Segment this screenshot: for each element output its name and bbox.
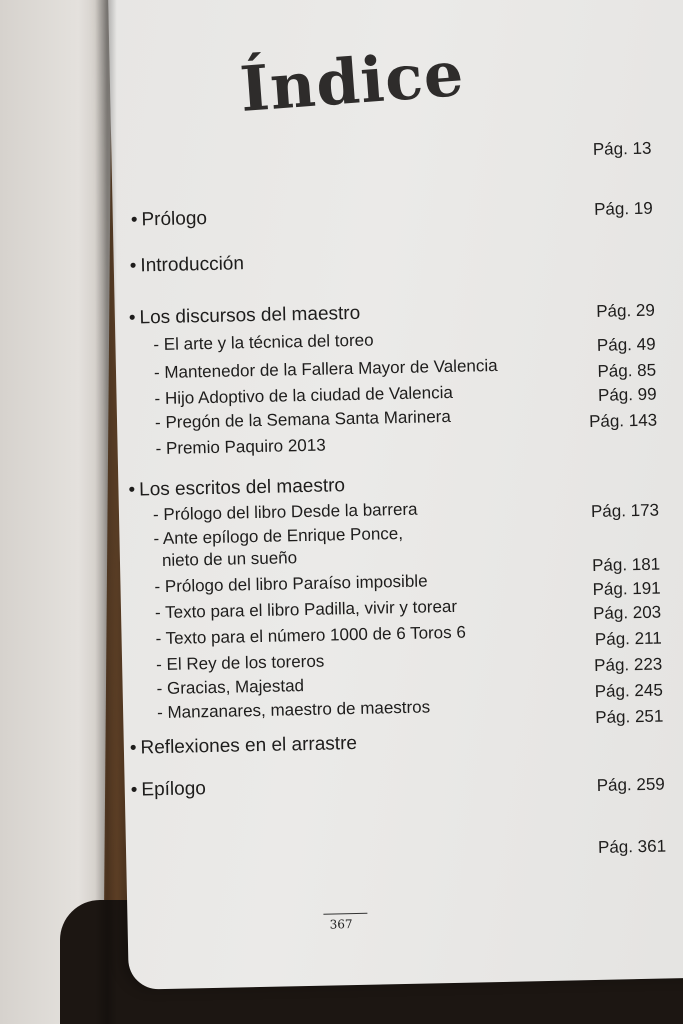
page-number: 367 (329, 917, 353, 932)
entry-label: - Premio Paquiro 2013 (155, 435, 326, 459)
entry-page: Pág. 85 (597, 360, 657, 381)
entry-label: - El Rey de los toreros (155, 651, 325, 675)
right-page (108, 0, 683, 990)
page-title: Índice (237, 36, 467, 127)
entry-page: Pág. 99 (597, 384, 657, 405)
index-entry-19 (124, 727, 664, 759)
entry-page: Pág. 259 (596, 774, 665, 795)
index-entry-20 (125, 769, 665, 801)
index-entry-21 (126, 836, 667, 857)
entry-page: Pág. 245 (594, 680, 663, 701)
entry-label: - Manzanares, maestro de maestros (156, 697, 431, 723)
entry-label: - Prólogo del libro Desde la barrera (152, 499, 418, 525)
entry-label: • Epílogo (131, 778, 207, 802)
entry-label: - Gracias, Majestad (156, 676, 305, 699)
entry-label: • Los escritos del maestro (128, 475, 345, 502)
index-entry-2 (114, 245, 654, 277)
entry-label: • Introducción (130, 253, 245, 277)
entry-label: - Pregón de la Semana Santa Marinera (154, 406, 452, 433)
entry-label: - Hijo Adoptivo de la ciudad de Valencia (154, 382, 454, 409)
entry-page: Pág. 49 (596, 334, 656, 355)
entry-label: • Prólogo (131, 208, 208, 232)
entry-label: • Reflexiones en el arrastre (130, 733, 358, 760)
entry-label: - Prólogo del libro Paraíso imposible (154, 571, 428, 597)
entry-page: Pág. 211 (594, 628, 662, 649)
entry-page: Pág. 181 (591, 554, 661, 575)
index-content (108, 0, 683, 990)
entry-page: Pág. 173 (590, 500, 660, 521)
entry-page: Pág. 251 (595, 706, 664, 727)
entry-page: Pág. 361 (597, 836, 667, 857)
entry-page: Pág. 19 (593, 198, 653, 219)
index-entry-3 (115, 297, 656, 329)
entry-label: - Ante epílogo de Enrique Ponce, (153, 523, 404, 549)
entry-page: Pág. 29 (596, 300, 656, 321)
entry-label: - Texto para el libro Padilla, vivir y torear (154, 596, 458, 623)
entry-label: - El arte y la técnica del toreo (153, 330, 374, 355)
entry-page: Pág. 191 (592, 578, 661, 599)
entry-page: Pág. 203 (592, 602, 662, 623)
entry-page: Pág. 13 (592, 138, 652, 159)
entry-page: Pág. 143 (588, 410, 658, 432)
entry-label: - Texto para el número 1000 de 6 Toros 6 (155, 622, 467, 649)
entry-label: • Los discursos del maestro (129, 303, 361, 330)
index-entry-5 (116, 353, 657, 383)
entry-page: Pág. 223 (593, 654, 663, 675)
index-entry-1 (113, 198, 653, 231)
spine-shadow (95, 0, 117, 1024)
entry-label: - Mantenedor de la Fallera Mayor de Valencia (153, 355, 498, 383)
index-entry-0 (111, 138, 652, 159)
entry-label: nieto de un sueño (161, 548, 298, 570)
footer-rule (323, 913, 367, 915)
